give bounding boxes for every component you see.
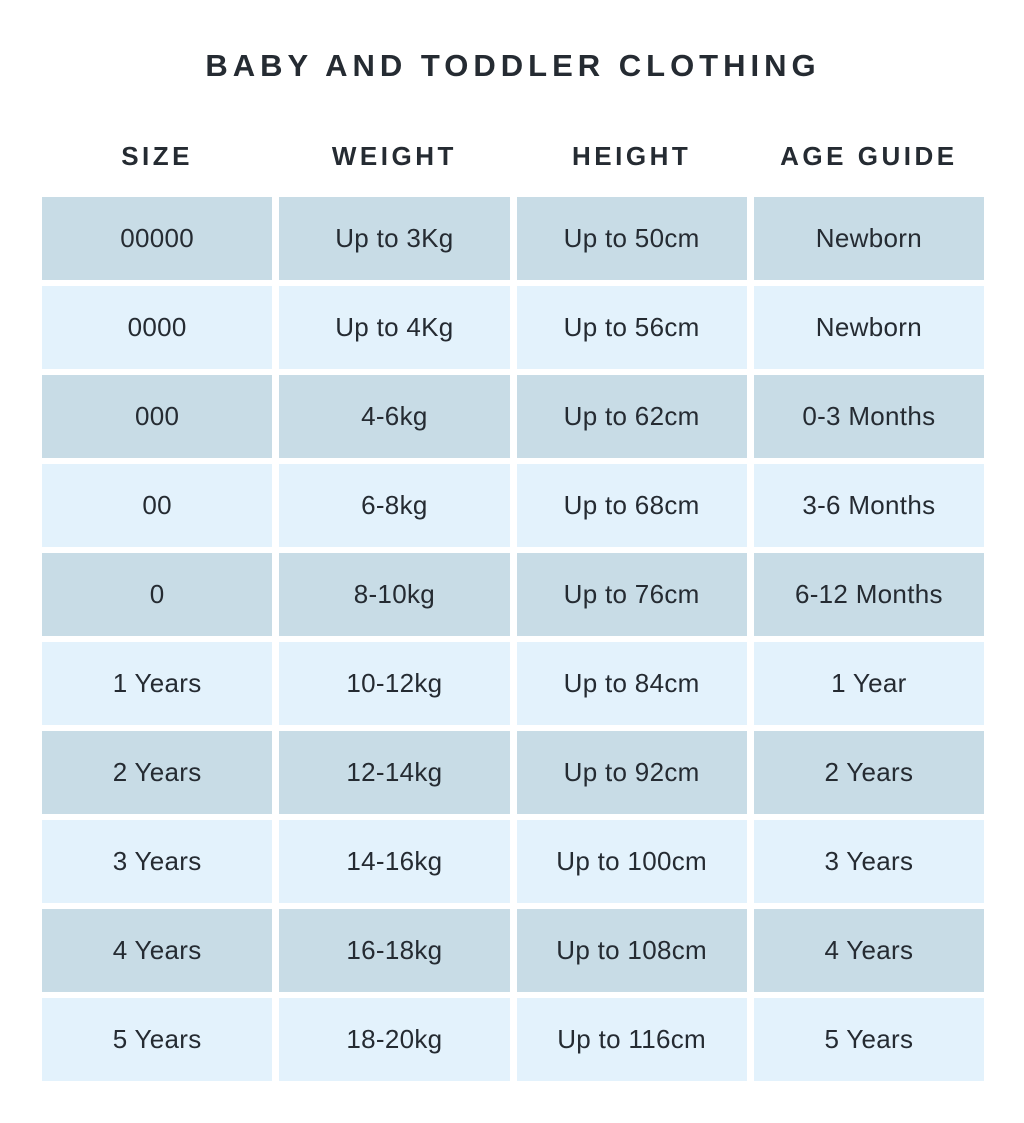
table-cell-size: 2 Years <box>42 731 272 814</box>
table-row <box>42 998 984 1081</box>
table-header-row <box>42 136 984 176</box>
column-header-size: SIZE <box>121 141 194 171</box>
table-cell-weight: 16-18kg <box>279 909 509 992</box>
table-cell-age: 3-6 Months <box>754 464 984 547</box>
table-cell-height: Up to 50cm <box>517 197 747 280</box>
table-cell-size: 00 <box>42 464 272 547</box>
table-cell-weight: 4-6kg <box>279 375 509 458</box>
table-cell-height: Up to 108cm <box>517 909 747 992</box>
table-cell-weight: 14-16kg <box>279 820 509 903</box>
table-cell-height: Up to 56cm <box>517 286 747 369</box>
table-cell-age: Newborn <box>754 286 984 369</box>
table-row <box>42 820 984 903</box>
table-cell-size: 1 Years <box>42 642 272 725</box>
column-header-age-guide: AGE GUIDE <box>780 141 958 171</box>
table-cell-age: Newborn <box>754 197 984 280</box>
table-cell-size: 4 Years <box>42 909 272 992</box>
table-row <box>42 375 984 458</box>
table-row <box>42 909 984 992</box>
table-cell-weight: Up to 3Kg <box>279 197 509 280</box>
table-cell-age: 2 Years <box>754 731 984 814</box>
table-cell-height: Up to 68cm <box>517 464 747 547</box>
page-title: BABY AND TODDLER CLOTHING <box>205 48 821 83</box>
table-cell-age: 4 Years <box>754 909 984 992</box>
table-row <box>42 286 984 369</box>
table-cell-height: Up to 62cm <box>517 375 747 458</box>
table-cell-age: 1 Year <box>754 642 984 725</box>
table-cell-size: 0 <box>42 553 272 636</box>
column-header-height: HEIGHT <box>572 141 692 171</box>
table-row <box>42 553 984 636</box>
table-cell-weight: 18-20kg <box>279 998 509 1081</box>
table-cell-weight: Up to 4Kg <box>279 286 509 369</box>
size-table <box>42 197 984 1081</box>
table-row <box>42 464 984 547</box>
table-cell-size: 00000 <box>42 197 272 280</box>
table-cell-age: 3 Years <box>754 820 984 903</box>
table-cell-height: Up to 116cm <box>517 998 747 1081</box>
table-cell-age: 6-12 Months <box>754 553 984 636</box>
table-cell-weight: 6-8kg <box>279 464 509 547</box>
table-cell-size: 000 <box>42 375 272 458</box>
table-cell-size: 0000 <box>42 286 272 369</box>
table-cell-size: 5 Years <box>42 998 272 1081</box>
table-cell-weight: 8-10kg <box>279 553 509 636</box>
table-cell-height: Up to 84cm <box>517 642 747 725</box>
table-cell-size: 3 Years <box>42 820 272 903</box>
table-cell-weight: 12-14kg <box>279 731 509 814</box>
table-cell-age: 0-3 Months <box>754 375 984 458</box>
table-cell-weight: 10-12kg <box>279 642 509 725</box>
table-cell-height: Up to 100cm <box>517 820 747 903</box>
column-header-weight: WEIGHT <box>331 141 457 171</box>
table-cell-height: Up to 76cm <box>517 553 747 636</box>
table-row <box>42 731 984 814</box>
table-cell-age: 5 Years <box>754 998 984 1081</box>
table-row <box>42 642 984 725</box>
table-row <box>42 197 984 280</box>
table-cell-height: Up to 92cm <box>517 731 747 814</box>
